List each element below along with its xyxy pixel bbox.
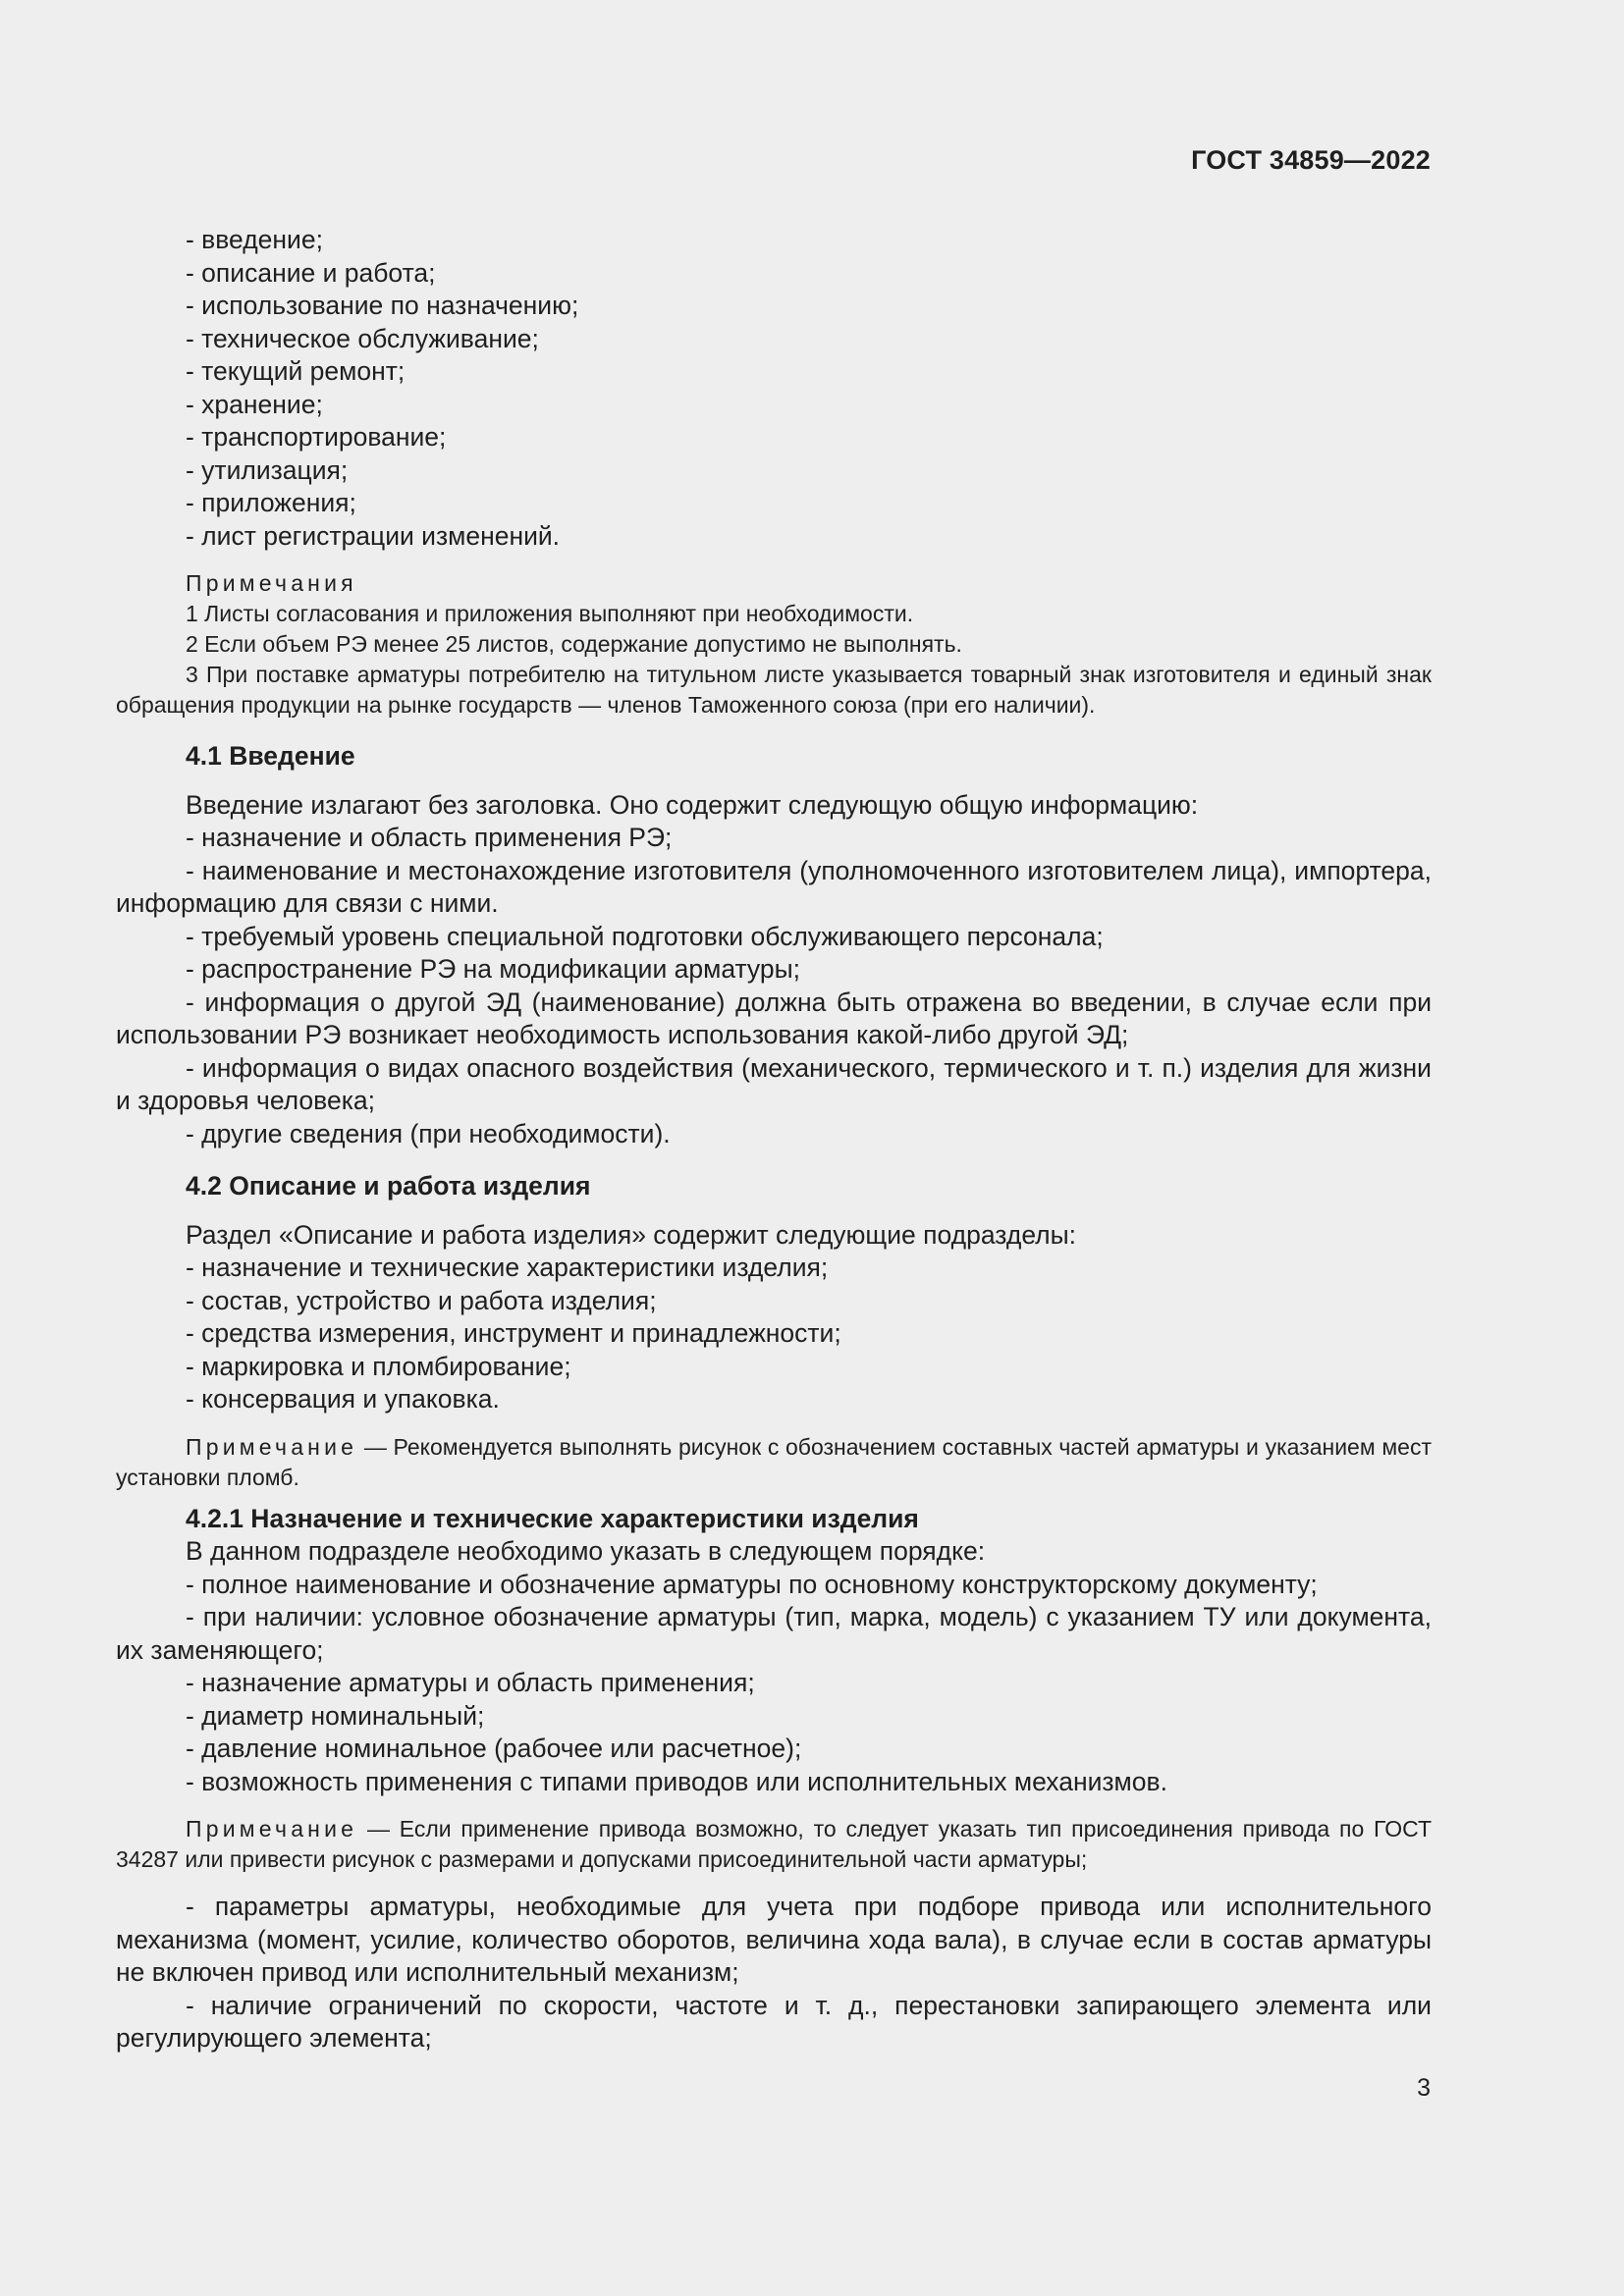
section-heading-4-1: 4.1 Введение	[186, 741, 355, 771]
note-label: Примечание	[186, 1816, 358, 1842]
page-number: 3	[1417, 2074, 1431, 2102]
list-item: - маркировка и пломбирование;	[186, 1351, 571, 1381]
contents-list	[116, 224, 1432, 553]
note-paragraph	[116, 1432, 1432, 1493]
note-text: — Если применение привода возможно, то следует указать тип присоединения привода по ГОСТ 34287 или привести рисунок с размерами и допусками присоединительной части арматуры;	[116, 1816, 1432, 1872]
list-item: - транспортирование;	[186, 422, 447, 452]
section-4-1-body	[116, 789, 1432, 1151]
list-item: - назначение и область применения РЭ;	[186, 823, 673, 852]
list-item: - назначение арматуры и область применения;	[186, 1668, 755, 1697]
note-item: 2 Если объем РЭ менее 25 листов, содержание допустимо не выполнять.	[186, 631, 962, 657]
notes-title: Примечания	[186, 570, 357, 596]
note-paragraph	[116, 1814, 1432, 1875]
list-item: - параметры арматуры, необходимые для учета при подборе привода или исполнительного механизма (момент, усилие, количество оборотов, величина хода вала), в случае если в состав арматуры не включен привод или исполнительный механизм;	[116, 1892, 1432, 1987]
list-item: - текущий ремонт;	[186, 356, 406, 386]
note-4-2	[116, 1432, 1432, 1493]
paragraph: Введение излагают без заголовка. Оно содержит следующую общую информацию:	[186, 789, 1199, 820]
list-item: - давление номинальное (рабочее или расчетное);	[186, 1734, 802, 1763]
note-item: 3 При поставке арматуры потребителю на титульном листе указывается товарный знак изготовителя и единый знак обращения продукции на рынке государств — членов Таможенного союза (при его наличии).	[116, 662, 1432, 718]
section-heading-4-2: 4.2 Описание и работа изделия	[186, 1171, 591, 1201]
note-label: Примечание	[186, 1433, 358, 1460]
list-item: - приложения;	[186, 488, 356, 517]
section-4-2-1-continued	[116, 1891, 1432, 2056]
notes-block	[116, 568, 1432, 721]
list-item: - средства измерения, инструмент и принадлежности;	[186, 1318, 841, 1348]
paragraph: Раздел «Описание и работа изделия» содержит следующие подразделы:	[186, 1219, 1077, 1250]
note-4-2-1	[116, 1814, 1432, 1875]
list-item: - использование по назначению;	[186, 291, 579, 320]
list-item: - информация о другой ЭД (наименование) должна быть отражена во введении, в случае если при использовании РЭ возникает необходимость использования какой-либо другой ЭД;	[116, 987, 1432, 1049]
list-item: - описание и работа;	[186, 257, 436, 288]
list-item: - наличие ограничений по скорости, частоте и т. д., перестановки запирающего элемента или регулирующего элемента;	[116, 1990, 1432, 2053]
list-item: - назначение и технические характеристики изделия;	[186, 1253, 829, 1282]
list-item: - требуемый уровень специальной подготовки обслуживающего персонала;	[186, 921, 1104, 951]
list-item: - хранение;	[186, 389, 323, 419]
list-item: - утилизация;	[186, 454, 349, 485]
list-item: - распространение РЭ на модификации арматуры;	[186, 954, 801, 984]
list-item: - лист регистрации изменений.	[186, 520, 561, 551]
list-item: - другие сведения (при необходимости).	[186, 1118, 671, 1148]
note-item: 1 Листы согласования и приложения выполняют при необходимости.	[186, 601, 914, 626]
list-item: - полное наименование и обозначение арматуры по основному конструкторскому документу;	[186, 1569, 1318, 1599]
paragraph: В данном подразделе необходимо указать в следующем порядке:	[186, 1536, 986, 1566]
list-item: - консервация и упаковка.	[186, 1384, 500, 1414]
list-item: - возможность применения с типами приводов или исполнительных механизмов.	[186, 1766, 1167, 1796]
list-item: - при наличии: условное обозначение арматуры (тип, марка, модель) с указанием ТУ или документа, их заменяющего;	[116, 1602, 1432, 1665]
section-heading-4-2-1: 4.2.1 Назначение и технические характеристики изделия	[186, 1503, 919, 1533]
section-4-2-body	[116, 1219, 1432, 1416]
list-item: - техническое обслуживание;	[186, 323, 539, 353]
page-content	[116, 224, 1432, 2056]
list-item: - состав, устройство и работа изделия;	[186, 1285, 657, 1315]
section-4-2-1-body	[116, 1535, 1432, 1798]
standard-designation: ГОСТ 34859—2022	[1191, 145, 1431, 175]
list-item: - информация о видах опасного воздействия (механического, термического и т. п.) изделия для жизни и здоровья человека;	[116, 1052, 1432, 1115]
list-item: - диаметр номинальный;	[186, 1700, 485, 1731]
note-text: — Рекомендуется выполнять рисунок с обозначением составных частей арматуры и указанием мест установки пломб.	[116, 1433, 1432, 1490]
list-item: - введение;	[186, 225, 323, 254]
list-item: - наименование и местонахождение изготовителя (уполномоченного изготовителем лица), импортера, информацию для связи с ними.	[116, 855, 1432, 918]
